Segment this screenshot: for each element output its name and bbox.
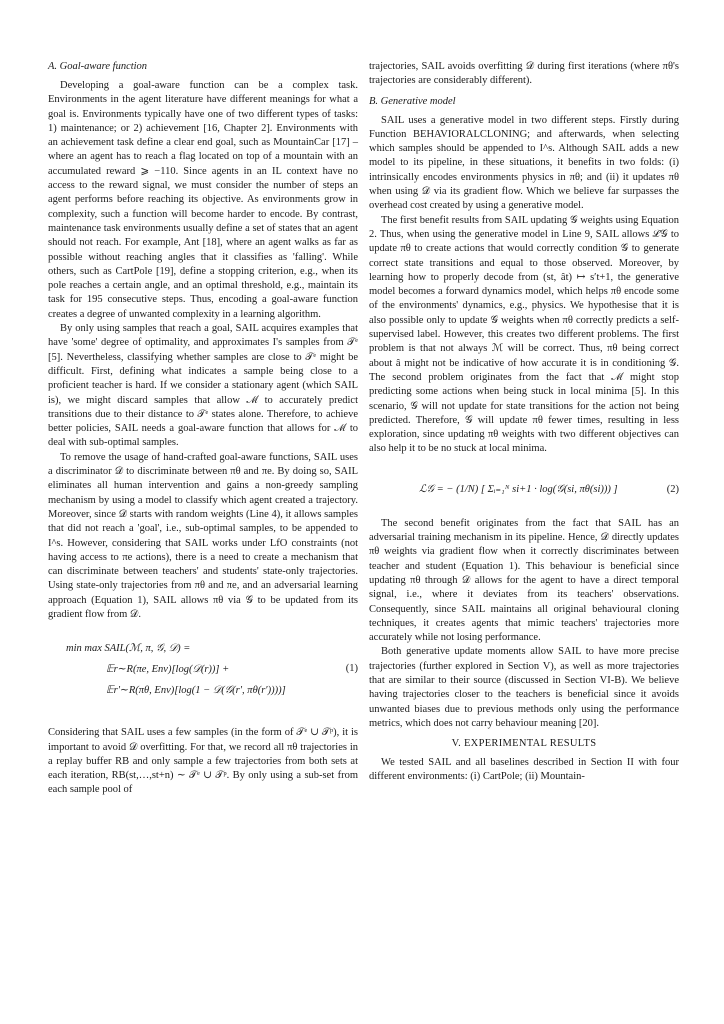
- left-column: [48, 60, 358, 798]
- paragraph-experiments-intro: We tested SAIL and all baselines described in Section II with four different environments: (i) CartPole; (ii) Mountain-: [369, 757, 679, 783]
- equation-1-line-1: min max SAIL(ℳ, π, 𝒢, 𝒟) =: [66, 643, 191, 655]
- section-heading-generative-model: B. Generative model: [369, 95, 456, 107]
- right-column: [369, 60, 679, 785]
- equation-1-number: (1): [345, 663, 358, 675]
- equation-2-number: (2): [666, 483, 679, 495]
- paragraph-goal-aware-intro: Developing a goal-aware function can be a complex task. Environments in the agent literature have different meanings for what a goal is. Environments typically have one of two different types of tasks: 1) maintenance; or 2) achievement [16, Chapter 2]. Environments with an achievement task define a clear end goal, such as MountainCar [17] – where an agent has to reach a flag located on top of a mountain with an accumulated reward ⩾ −110. Since agents in an IL context have no access to the reward signal, we must consider the number of steps an agent performs before reaching its objective. As environments grow in complexity, such a function will become harder to encode. By contrast, maintenance task environments usually define a set of states that an agent should not reach. For example, Ant [18], where an agent walks as far as possible without reaching angles that it classifies as 'falling'. While others, such as CartPole [19], define a stopping criterion, e.g., when its pole reaches a certain angle, and an optimal threshold, e.g., maintain its task for 195 consecutive steps. Thus, encoding a goal-aware function creates a degree of unwanted complexity in a learning algorithm.: [48, 80, 358, 320]
- paragraph-both-moments: Both generative update moments allow SAIL to have more precise trajectories (further explored in Section V), as well as more trajectories that are similar to their source (discussed in Section VI-B). We believe having trajectories closer to the teachers is beneficial since it avoids unwanted biases due to previous methods only using the performance metrics, which does not carry behaviour meaning [20].: [369, 646, 679, 729]
- equation-1: [48, 640, 358, 720]
- section-heading-experimental-results: V. EXPERIMENTAL RESULTS: [451, 738, 597, 750]
- paragraph-overfitting-continued: trajectories, SAIL avoids overfitting 𝒟 during first iterations (where πθ's trajectories are considerably different).: [369, 61, 679, 87]
- equation-1-line-2: 𝔼r∼R(πe, Env)[log(𝒟(r))] +: [106, 664, 230, 676]
- paragraph-second-benefit: The second benefit originates from the fact that SAIL has an adversarial training mechanism in its pipeline. Hence, 𝒟 directly updates πθ weights via gradient flow when it correctly discriminates between teacher and student (Equation 1). This behaviour is beneficial since updating πθ through 𝒟 allows for the agent to have a direct temporal signal, i.e., where it deviates from its teachers' observations. Consequently, since SAIL maintains all original behavioural cloning techniques, it creates agents that mimic teachers' trajectories more accurately while not losing performance.: [369, 517, 679, 644]
- paragraph-overfitting: Considering that SAIL uses a few samples (in the form of 𝒯ᵉ ∪ 𝒯ᵖ), it is important to avoid 𝒟 overfitting. For that, we record all πθ trajectories in a replay buffer RB and only sample a few trajectories from both sets at each iteration, RB(st,…,st+n) ∼ 𝒯ᵉ ∪ 𝒯ᵖ. By only using a sub-set from each sample pool of: [48, 727, 358, 796]
- equation-2: [369, 469, 679, 511]
- paragraph-discriminator: To remove the usage of hand-crafted goal-aware functions, SAIL uses a discriminator 𝒟 to discriminate between πθ and πe. By doing so, SAIL eliminates all human intervention and gains a non-greedy sampling mechanism by using a model to classify which agent created a trajectory. Moreover, since 𝒟 starts with random weights (Line 4), it allows samples that did not reach a 'goal', i.e., sub-optimal samples, to be appended to I^s. However, considering that SAIL works under LfO constraints (not having access to πe actions), there is a need to create a mechanism that can discriminate between teachers' and students' state-only trajectories. Using state-only trajectories from πθ and πe, and an adversarial learning approach (Equation 1), SAIL allows πθ via 𝒢 to be updated from its gradient flow from 𝒟.: [48, 451, 358, 620]
- section-heading-goal-aware-function: A. Goal-aware function: [48, 61, 148, 72]
- paragraph-generative-intro: SAIL uses a generative model in two different steps. Firstly during Function BEHAVIORALCLONING; and afterwards, when selecting which samples should be appended to I^s. Although SAIL adds a new model to its pipeline, in these situations, it benefits in two folds: (i) intrinsically encodes environments physics in πθ; and (ii) it updates πθ when using 𝒟 via its gradient flow. Which we believe far surpasses the overhead cost created by using a generative model.: [369, 114, 679, 212]
- equation-1-line-3: 𝔼r′∼R(πθ, Env)[log(1 − 𝒟(𝒢(r′, πθ(r′))))]: [106, 685, 286, 697]
- paragraph-first-benefit: The first benefit results from SAIL updating 𝒢 weights using Equation 2. Thus, when using the generative model in Line 9, SAIL allows ℒ𝒢 to update πθ to create actions that would correctly condition 𝒢 to generate correct state transitions and equal to those observed. Moreover, by learning how to properly decode from (st, ât) ↦ s′t+1, the generative model becomes a forward dynamics model, which helps πθ encode some of the environments' dynamics, e.g., physics. We hypothesise that it is also possible only to update 𝒢 weights when πθ correctly predicts a self-supervised label. However, this creates two different problems. The first problem is that not always ℳ will be correct. Thus, πθ being correct about â might not be indicative of how accurate it is in conditioning 𝒢. The second problem originates from the fact that ℳ might stop predicting some actions when being stuck in local minima [5]. In this scenario, 𝒢 will not update for state transitions for the action not being predicted. Therefore, 𝒢 will update πθ fewer times, resulting in less exploration, since updating πθ weights with two different objectives can also help it to be no stuck at local minima.: [369, 214, 679, 455]
- equation-2-body: ℒ𝒢 = − (1/N) [ Σᵢ₌₁ᴺ si+1 · log(𝒢(si, πθ(si))) ]: [419, 483, 618, 495]
- paragraph-goal-samples: By only using samples that reach a goal, SAIL acquires examples that have 'some' degree of optimality, and approximates I's samples from 𝒯ᵉ [5]. Nevertheless, classifying whether samples are close to 𝒯ᵉ might be difficult. First, defining what indicates a sample being close to a proficient teacher is hard. If we consider a stationary agent (which SAIL is), we might discard samples that allow ℳ to accurately predict transitions due to their distance to 𝒯ᵉ states alone. Therefore, to achieve better policies, SAIL needs a goal-aware function that allows for ℳ to deal with sub-optimal samples.: [48, 323, 358, 449]
